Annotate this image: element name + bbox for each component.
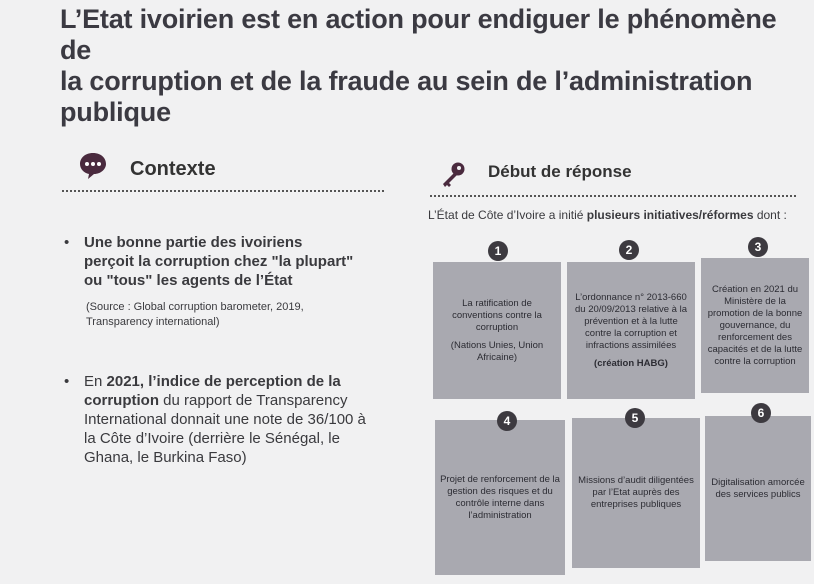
page-title xyxy=(60,4,800,128)
initiative-box-6 xyxy=(705,416,811,561)
contexte-title: Contexte xyxy=(130,158,216,180)
debut-reponse-title: Début de réponse xyxy=(488,162,632,181)
contexte-bullet-2 xyxy=(64,372,374,467)
bullet-1-bold: Une bonne partie des ivoiriens perçoit la corruption chez "la plupart" ou "tous" xyxy=(84,234,354,289)
number-badge-1: 1 xyxy=(488,241,508,261)
bullet-2-rest: du rapport de Transparency International donnait une note de 36/100 à la Côte d’Ivoire (derrière le Sénégal, le Ghana, le Burkina Faso) xyxy=(84,392,366,466)
number-badge-4: 4 xyxy=(497,411,517,431)
box-3-text: Création en 2021 du Ministère de la promotion de la bonne gouvernance, du renforcement des capacités et de la lutte contre la corruption xyxy=(707,283,803,367)
initiative-box-2 xyxy=(567,262,695,399)
title-line: L’Etat ivoirien est en action pour endiguer le phénomène de xyxy=(60,4,777,65)
key-icon xyxy=(438,160,468,190)
bullet-2-pre: En xyxy=(84,373,107,390)
intro-bold: plusieurs initiatives/réformes xyxy=(586,208,754,222)
debut-reponse-intro xyxy=(428,207,798,224)
box-5-text: Missions d’audit diligentées par l’Etat auprès des entreprises publiques xyxy=(578,475,694,510)
speech-bubble-icon xyxy=(78,150,108,180)
box-1-extra: (Nations Unies, Union Africaine) xyxy=(450,339,544,363)
bullet-dot: • xyxy=(64,234,70,251)
initiative-box-5 xyxy=(572,418,700,568)
number-badge-6: 6 xyxy=(751,403,771,423)
initiative-box-4 xyxy=(435,420,565,575)
box-1-text: La ratification de conventions contre la corruption xyxy=(452,297,542,333)
contexte-divider xyxy=(62,190,384,192)
bullet-2-year: 2021 xyxy=(106,373,140,390)
title-line: publique xyxy=(60,97,171,127)
box-4-text: Projet de renforcement de la gestion des risques et du contrôle interne dans l’administration xyxy=(440,473,560,521)
initiative-box-1 xyxy=(433,262,561,399)
number-badge-2: 2 xyxy=(619,240,639,260)
bullet-1-rest: les agents de l’État xyxy=(152,272,293,289)
number-badge-5: 5 xyxy=(625,408,645,428)
intro-pre: L’État de Côte d’Ivoire a initié xyxy=(428,208,587,222)
bullet-dot: • xyxy=(64,373,70,390)
contexte-source: (Source : Global corruption barometer, 2019, Transparency international) xyxy=(86,301,304,328)
bullet-2-bold: , l’indice de perception de la corruption xyxy=(84,373,341,409)
intro-post: dont : xyxy=(753,208,787,222)
box-6-text: Digitalisation amorcée des services publics xyxy=(711,476,805,500)
title-line: la corruption et de la fraude au sein de l’administration xyxy=(60,66,753,96)
box-2-text: L’ordonnance n° 2013-660 du 20/09/2013 relative à la prévention et à la lutte contre la corruption et infractions assimilées xyxy=(575,291,687,351)
number-badge-3: 3 xyxy=(748,237,768,257)
contexte-bullet-1 xyxy=(64,233,354,290)
initiative-box-3 xyxy=(701,258,809,393)
box-2-extra: (création HABG) xyxy=(594,357,668,369)
debut-reponse-divider xyxy=(430,195,796,197)
